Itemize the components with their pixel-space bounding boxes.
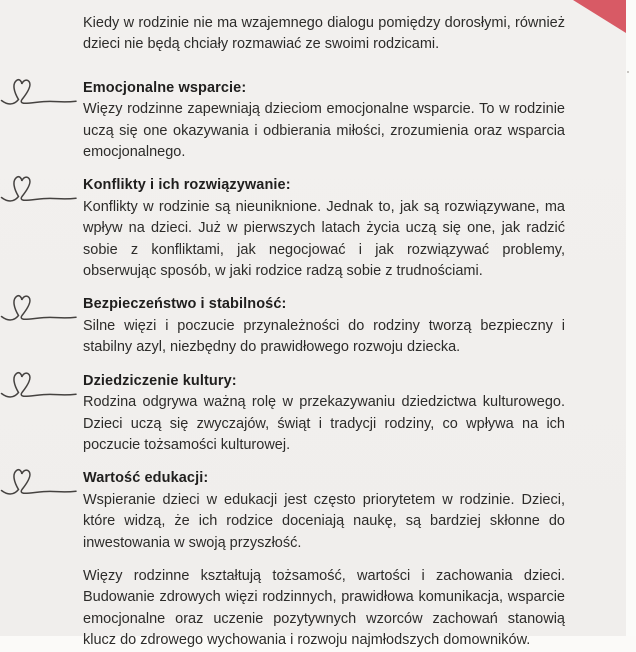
closing-paragraph: Więzy rodzinne kształtują tożsamość, wartości i zachowania dzieci. Budowanie zdrowych więzi rodzinnych, prawidłowa komunikacja, wsparcie emocjonalne oraz uczenie pozytywnych wzorców zachowań stanowią klucz do zdrowego wychowania i rozwoju najmłodszych domowników. [83, 567, 565, 649]
intro-paragraph: Kiedy w rodzinie nie ma wzajemnego dialogu pomiędzy dorosłymi, również dzieci nie będą chciały rozmawiać ze swoimi rodzicami. [83, 15, 565, 53]
heart-doodle-icon [0, 75, 80, 107]
section-emocjonalne-wsparcie [83, 78, 565, 164]
section-body: Konflikty w rodzinie są nieuniknione. Jednak to, jak są rozwiązywane, ma wpływ na dzieci. Już w pierwszych latach życia uczą się one, jak radzić sobie z konfliktami, jak negocjować i jak rozwiązywać problemy, obserwując sposób, w jaki rodzice radzą sobie z trudnościami. [83, 198, 565, 280]
section-body: Wspieranie dzieci w edukacji jest często priorytetem w rodzinie. Dzieci, które widzą, że ich rodzice doceniają naukę, są bardziej skłonne do inwestowania w swoją przyszłość. [83, 491, 565, 551]
section-heading: Dziedziczenie kultury: [83, 372, 237, 389]
heart-doodle-icon [0, 465, 80, 497]
section-body: Więzy rodzinne zapewniają dzieciom emocjonalne wsparcie. To w rodzinie uczą się one okazywania i odbierania miłości, zrozumienia oraz wsparcia emocjonalnego. [83, 101, 565, 161]
section-heading: Wartość edukacji: [83, 470, 209, 487]
heart-doodle-icon [0, 291, 80, 323]
section-dziedziczenie-kultury [83, 371, 565, 457]
section-konflikty [83, 175, 565, 282]
section-body: Silne więzi i poczucie przynależności do rodziny tworzą bezpieczny i stabilny azyl, niezbędny do prawidłowego rozwoju dziecka. [83, 317, 565, 356]
section-heading: Emocjonalne wsparcie: [83, 79, 247, 96]
heart-doodle-icon [0, 368, 80, 400]
section-wartosc-edukacji [83, 468, 565, 554]
section-bezpieczenstwo [83, 294, 565, 358]
heart-doodle-icon [0, 172, 80, 204]
section-body: Rodzina odgrywa ważną rolę w przekazywaniu dziedzictwa kulturowego. Dzieci uczą się zwyczajów, świąt i tradycji rodziny, co wpływa na ich poczucie tożsamości kulturowej. [83, 394, 565, 453]
section-heading: Bezpieczeństwo i stabilność: [83, 296, 287, 313]
section-heading: Konflikty i ich rozwiązywanie: [83, 177, 291, 194]
